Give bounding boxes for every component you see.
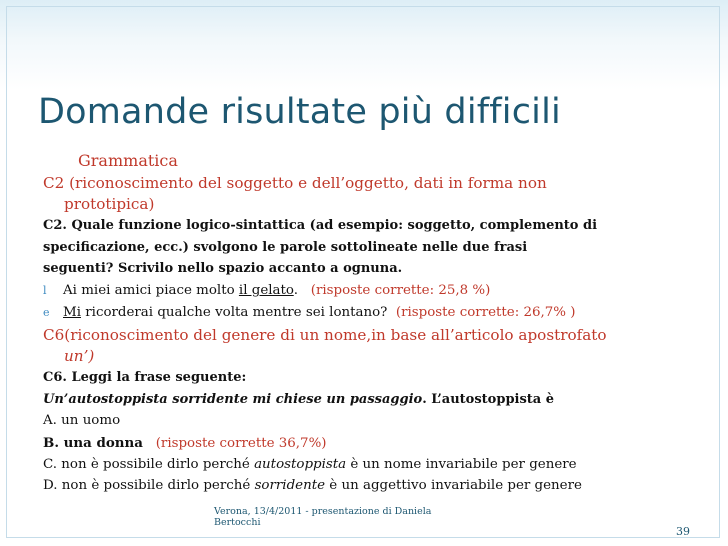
- option-c-italic: autostoppista: [254, 456, 347, 472]
- option-a: A. un uomo: [43, 413, 121, 429]
- c2-question-line2: specificazione, ecc.) svolgono le parole sottolineate nelle due frasi: [43, 239, 528, 255]
- option-b-text: B. una donna: [43, 434, 143, 451]
- c6-heading-line1: C6(riconoscimento del genere di un nome,in base all’articolo apostrofato: [43, 325, 607, 344]
- option-d: [43, 477, 693, 499]
- page-number: 39: [676, 525, 690, 538]
- item2-answers: (risposte corrette: 26,7% ): [395, 304, 576, 320]
- slide-title: Domande risultate più difficili: [38, 92, 561, 132]
- c2-question-line3: seguenti? Scrivilo nello spazio accanto a ognuna.: [43, 261, 403, 277]
- option-d-pre: D. non è possibile dirlo perché: [43, 478, 255, 494]
- option-c-pre: C. non è possibile dirlo perché: [43, 456, 255, 472]
- bullet-marker: e: [43, 305, 50, 319]
- item1-post: .: [293, 283, 298, 299]
- c2-question-line1: C2. Quale funzione logico-sintattica (ad esempio: soggetto, complemento di: [43, 218, 598, 234]
- c2-heading-line1: C2 (riconoscimento del soggetto e dell’oggetto, dati in forma non: [43, 173, 547, 192]
- footer-caption: Verona, 13/4/2011 - presentazione di Daniela Bertocchi: [214, 506, 432, 528]
- c6-sentence-rest: . L’autostoppista è: [422, 391, 555, 407]
- c2-heading-line2: prototipica): [64, 195, 155, 214]
- c6-instruction: C6. Leggi la frase seguente:: [43, 369, 247, 385]
- subtitle-grammatica: Grammatica: [78, 151, 178, 170]
- item2-text: ricorderai qualche volta mentre sei lontano?: [81, 304, 388, 320]
- option-b: [43, 434, 693, 456]
- option-b-answers: (risposte corrette 36,7%): [155, 435, 327, 451]
- option-c: [43, 456, 693, 478]
- item1-text: Ai miei amici piace molto: [63, 283, 239, 299]
- item2-underlined: Mi: [63, 304, 81, 320]
- item1-underlined: il gelato: [238, 283, 294, 299]
- c6-sentence: [43, 391, 693, 413]
- c2-item-1: [43, 282, 693, 304]
- c6-sentence-italic: Un’autostoppista sorridente mi chiese un passaggio: [43, 391, 423, 407]
- slide-content: [43, 152, 693, 499]
- c2-item-2: [43, 304, 693, 326]
- bullet-marker: l: [43, 284, 47, 298]
- option-c-post: è un nome invariabile per genere: [346, 456, 577, 472]
- option-d-post: è un aggettivo invariabile per genere: [325, 478, 582, 494]
- item1-answers: (risposte corrette: 25,8 %): [310, 283, 491, 299]
- option-d-italic: sorridente: [254, 478, 326, 494]
- c6-heading-line2: un’): [64, 347, 95, 366]
